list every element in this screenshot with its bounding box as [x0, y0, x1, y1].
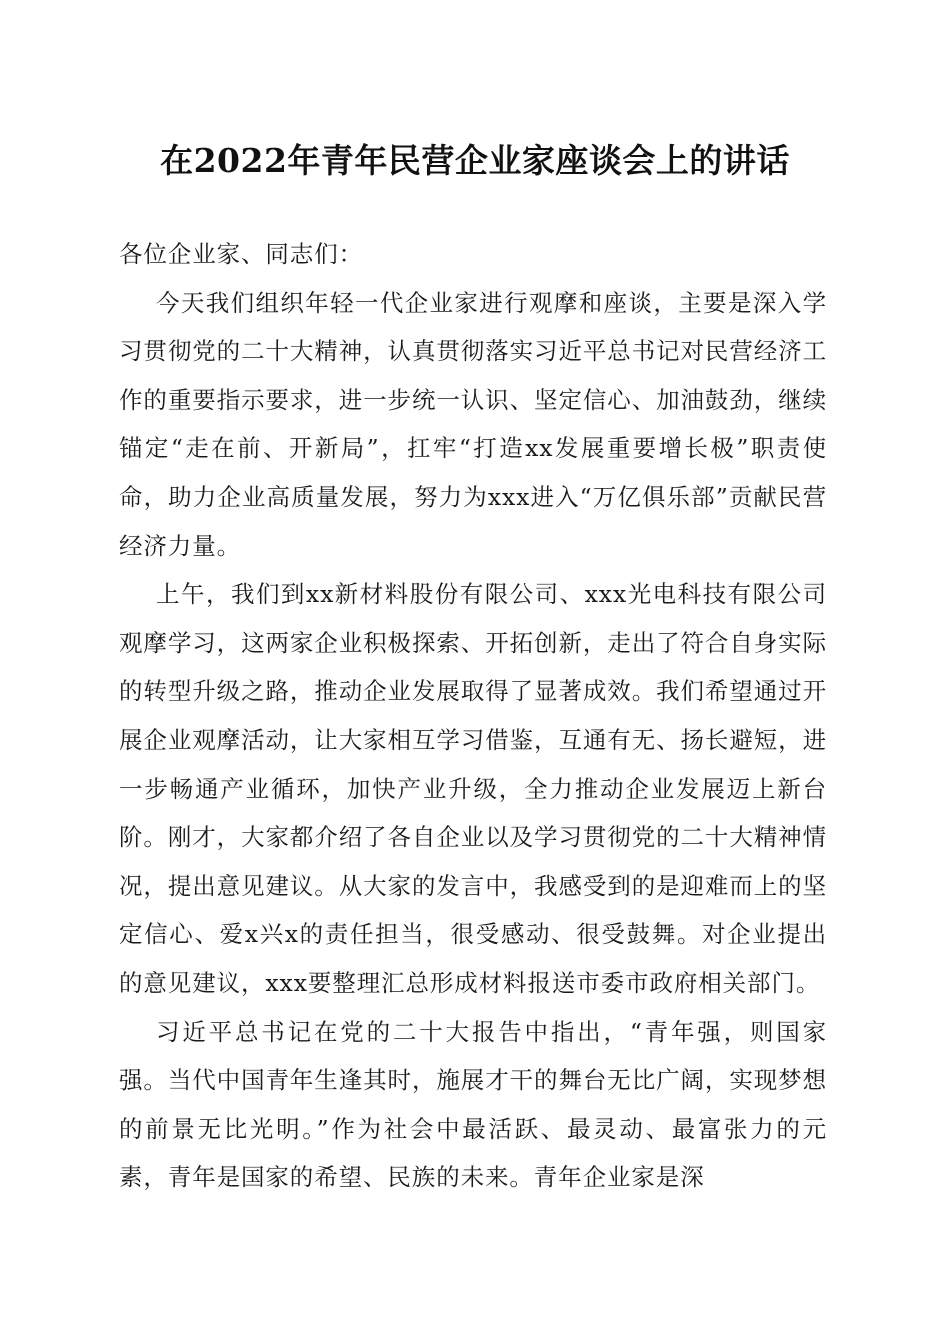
paragraph-2: 上午，我们到xx新材料股份有限公司、xxx光电科技有限公司观摩学习，这两家企业积极探索、开拓创新，走出了符合自身实际的转型升级之路，推动企业发展取得了显著成效。我们希望通过开展企业观摩活动，让大家相互学习借鉴，互通有无、扬长避短，进一步畅通产业循环，加快产业升级，全力推动企业发展迈上新台阶。刚才，大家都介绍了各自企业以及学习贯彻党的二十大精神情况，提出意见建议。从大家的发言中，我感受到的是迎难而上的坚定信心、爱x兴x的责任担当，很受感动、很受鼓舞。对企业提出的意见建议，xxx要整理汇总形成材料报送市委市政府相关部门。 — [119, 580, 827, 997]
paragraph-1: 今天我们组织年轻一代企业家进行观摩和座谈，主要是深入学习贯彻党的二十大精神，认真贯彻落实习近平总书记对民营经济工作的重要指示要求，进一步统一认识、坚定信心、加油鼓劲，继续锚定“走在前、开新局”，扛牢“打造xx发展重要增长极”职责使命，助力企业高质量发展，努力为xxx进入“万亿俱乐部”贡献民营经济力量。 — [119, 288, 827, 560]
document-title: 在2022年青年民营企业家座谈会上的讲话 — [160, 141, 790, 180]
paragraph-3: 习近平总书记在党的二十大报告中指出，“青年强，则国家强。当代中国青年生逢其时，施展才干的舞台无比广阔，实现梦想的前景无比光明。”作为社会中最活跃、最灵动、最富张力的元素，青年是国家的希望、民族的未来。青年企业家是深 — [119, 1017, 827, 1192]
document-body — [119, 230, 827, 1202]
salutation: 各位企业家、同志们： — [119, 240, 363, 268]
